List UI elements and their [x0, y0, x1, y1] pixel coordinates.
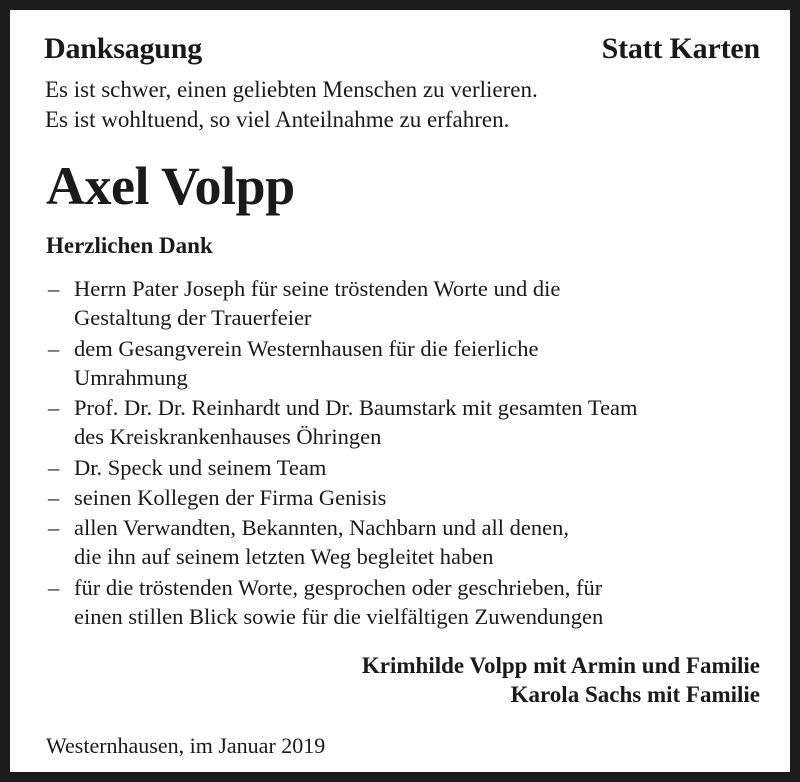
list-item-text — [74, 483, 764, 512]
notice-header — [44, 32, 764, 65]
list-item-line: Gestaltung der Trauerfeier — [74, 305, 312, 331]
list-item-text — [74, 573, 764, 632]
list-item-line: die ihn auf seinem letzten Weg begleitet haben — [74, 544, 494, 570]
thanks-list — [44, 274, 764, 631]
dash-bullet-icon: – — [48, 276, 60, 301]
list-item — [44, 483, 764, 512]
list-item-line: dem Gesangverein Westernhausen für die feierliche — [74, 335, 539, 361]
intro-paragraph — [45, 75, 764, 136]
list-item-text — [74, 274, 764, 333]
dash-bullet-icon: – — [48, 484, 60, 510]
dash-bullet-icon: – — [48, 515, 60, 540]
list-item — [44, 393, 764, 452]
header-note-statt-karten: Statt Karten — [601, 32, 760, 65]
list-item-line: für die tröstenden Worte, gesprochen oder geschrieben, für — [74, 574, 603, 600]
list-item — [44, 334, 764, 393]
list-item-line: allen Verwandten, Bekannten, Nachbarn und all denen, — [74, 515, 570, 540]
list-item — [44, 453, 764, 482]
list-item-text — [74, 513, 764, 572]
dash-bullet-icon: – — [48, 395, 60, 420]
list-item-line: Dr. Speck und seinem Team — [74, 454, 327, 480]
dash-bullet-icon: – — [48, 335, 60, 361]
signature-line-2: Karola Sachs mit Familie — [510, 682, 760, 708]
list-item-line: einen stillen Blick sowie für die vielfältigen Zuwendungen — [74, 603, 604, 629]
signature-line-1: Krimhilde Volpp mit Armin und Familie — [361, 653, 760, 678]
list-item — [44, 513, 764, 572]
list-item-line: Prof. Dr. Dr. Reinhardt und Dr. Baumstark mit gesamten Team — [74, 395, 638, 420]
signature-block — [44, 651, 760, 710]
list-item-text — [74, 393, 764, 452]
intro-line-2: Es ist wohltuend, so viel Anteilnahme zu erfahren. — [45, 107, 510, 133]
dash-bullet-icon: – — [48, 574, 60, 600]
list-item — [44, 573, 764, 632]
list-item-line: Umrahmung — [74, 364, 188, 390]
list-item — [44, 274, 764, 333]
intro-line-1: Es ist schwer, einen geliebten Menschen zu verlieren. — [45, 77, 538, 102]
page-title: Danksagung — [44, 32, 203, 65]
thanks-subheading: Herzlichen Dank — [46, 233, 213, 259]
deceased-name: Axel Volpp — [46, 155, 295, 216]
list-item-text — [74, 334, 764, 393]
list-item-line: seinen Kollegen der Firma Genisis — [74, 484, 387, 510]
list-item-line: des Kreiskrankenhauses Öhringen — [74, 424, 382, 450]
list-item-text — [74, 453, 764, 482]
place-and-date: Westernhausen, im Januar 2019 — [46, 732, 326, 758]
dash-bullet-icon: – — [48, 454, 60, 480]
list-item-line: Herrn Pater Joseph für seine tröstenden Worte und die — [74, 276, 561, 301]
